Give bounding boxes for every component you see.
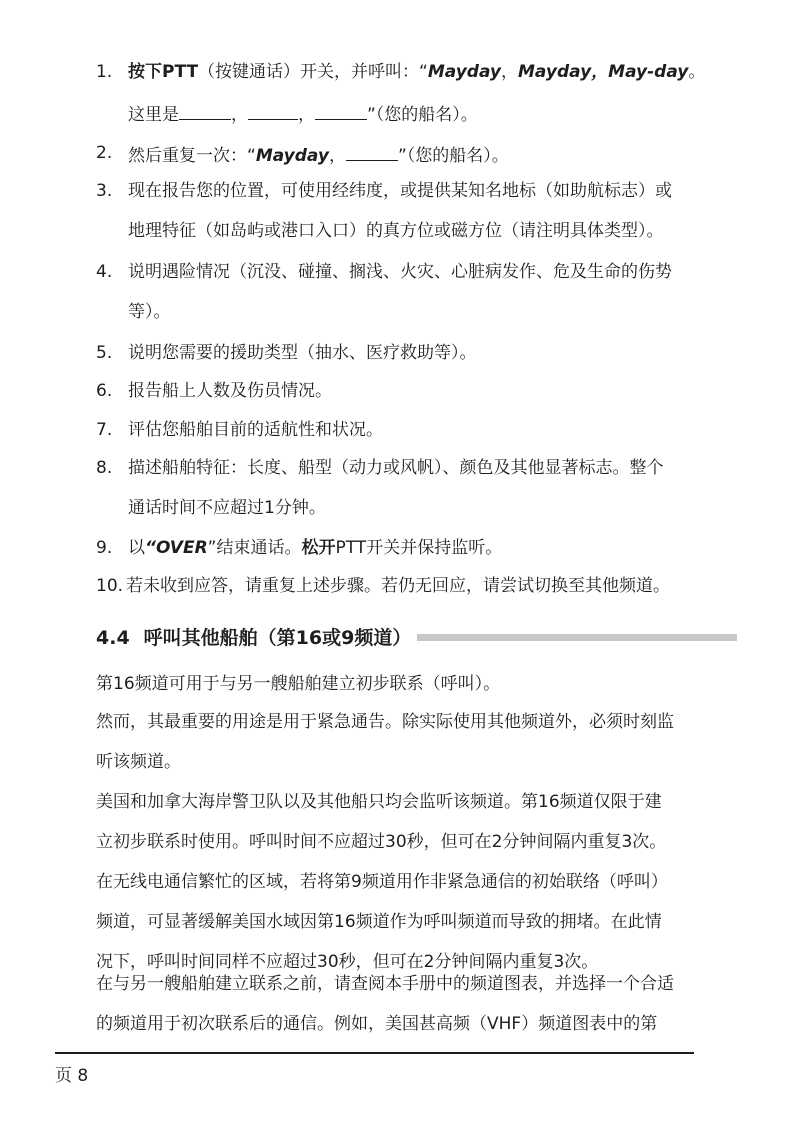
step-text: 以“OVER”结束通话。松开PTT开关并保持监听。 [128, 538, 503, 558]
paragraph: 在与另一艘船舶建立联系之前，请查阅本手册中的频道图表，并选择一个合适 的频道用于初次联系后的通信。例如，美国甚高频（VHF）频道图表中的第 [96, 974, 674, 1034]
step-text: 通话时间不应超过1分钟。 [128, 498, 326, 518]
step-number: 6. [96, 381, 113, 401]
step-number: 5. [96, 343, 113, 363]
fill-in-blank [346, 143, 398, 161]
step-text: 说明您需要的援助类型（抽水、医疗救助等）。 [128, 343, 477, 363]
page-number: 页 8 [55, 1066, 89, 1086]
step-number: 2. [96, 143, 113, 163]
step-text: 说明遇险情况（沉没、碰撞、搁浅、火灾、心脏病发作、危及生命的伤势 [128, 262, 672, 282]
step-text: 地理特征（如岛屿或港口入口）的真方位或磁方位（请注明具体类型）。 [128, 221, 664, 241]
step-number: 7. [96, 420, 113, 440]
step-number: 9. [96, 538, 113, 558]
step-number: 4. [96, 262, 113, 282]
step-text: 这里是 ， ， ”（您的船名）。 [128, 102, 478, 125]
step-text: 按下PTT（按键通话）开关，并呼叫：“Mayday，Mayday，May-day。 [128, 62, 706, 82]
step-text: 然后重复一次：“Mayday， ”（您的船名）。 [128, 143, 509, 166]
section-number: 4.4 [96, 627, 130, 649]
step-number: 3. [96, 181, 113, 201]
fill-in-blank [315, 102, 367, 120]
step-number: 10. [96, 576, 124, 596]
step-text: 评估您船舶目前的适航性和状况。 [128, 420, 383, 440]
step-text: 若未收到应答，请重复上述步骤。若仍无回应，请尝试切换至其他频道。 [126, 576, 670, 596]
paragraph: 第16频道可用于与另一艘船舶建立初步联系（呼叫）。 [96, 674, 501, 694]
fill-in-blank [248, 102, 298, 120]
step-text: 描述船舶特征：长度、船型（动力或风帆）、颜色及其他显著标志。整个 [128, 458, 664, 478]
step-text: 等）。 [128, 302, 171, 322]
step-number: 8. [96, 458, 113, 478]
step-text: 报告船上人数及伤员情况。 [128, 381, 332, 401]
fill-in-blank [179, 102, 231, 120]
step-text: 现在报告您的位置，可使用经纬度，或提供某知名地标（如助航标志）或 [128, 181, 672, 201]
step-number: 1. [96, 62, 113, 82]
paragraph: 然而，其最重要的用途是用于紧急通告。除实际使用其他频道外，必须时刻监 听该频道。 [96, 712, 674, 772]
section-heading [96, 626, 737, 654]
section-title: 呼叫其他船舶（第16或9频道） [143, 627, 412, 649]
footer-rule [55, 1052, 694, 1054]
paragraph: 美国和加拿大海岸警卫队以及其他船只均会监听该频道。第16频道仅限于建 立初步联系时使用。呼叫时间不应超过30秒，但可在2分钟间隔内重复3次。 在无线电通信繁忙的区域，若将第9频道用作非紧急通信的初始联络（呼叫） 频道，可显著缓解美国水域因第16频道作为呼叫频道而导致的拥堵。在此情 况下，呼叫时间同样不应超过30秒，但可在2分钟间隔内重复3次。 [96, 792, 668, 972]
